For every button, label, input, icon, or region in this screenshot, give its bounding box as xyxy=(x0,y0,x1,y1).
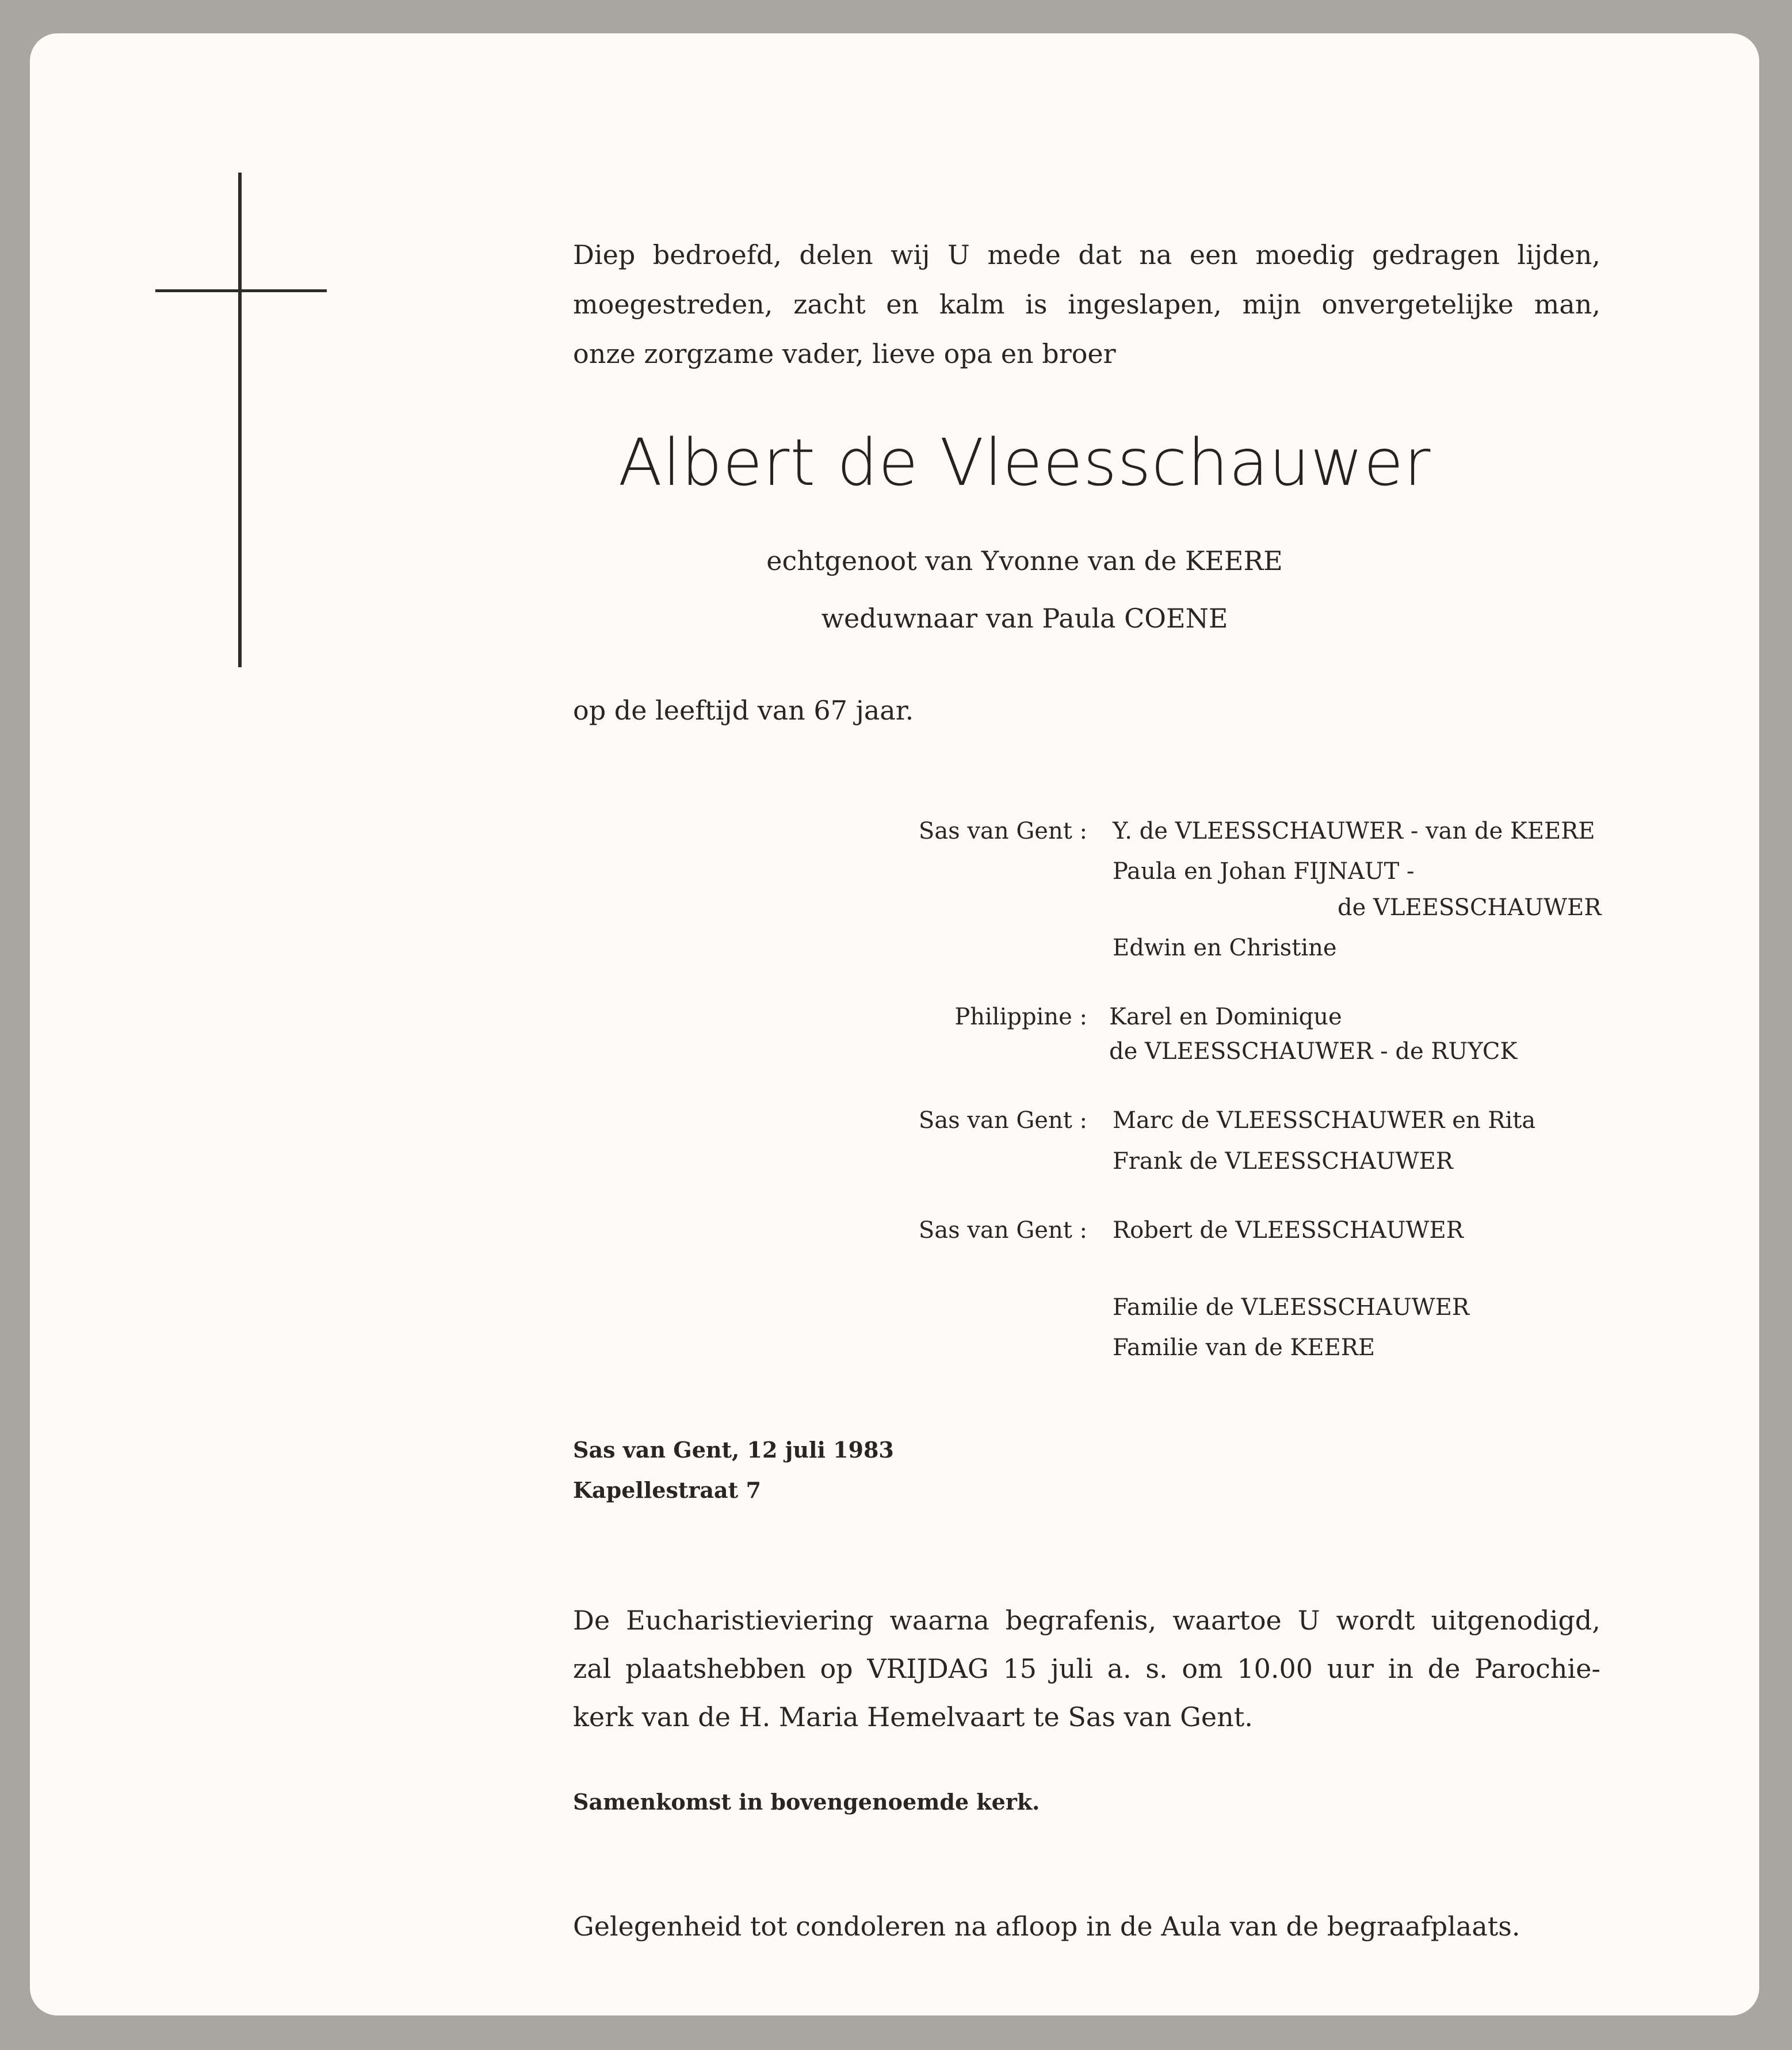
spouse-line: echtgenoot van Yvonne van de KEERE xyxy=(766,545,1283,576)
family-name: Edwin en Christine xyxy=(1113,935,1337,961)
family-name: Familie van de KEERE xyxy=(1113,1334,1375,1361)
intro-paragraph xyxy=(573,230,1600,378)
condolences-note: Gelegenheid tot condoleren na afloop in de Aula van de begraafplaats. xyxy=(573,1911,1520,1942)
family-name: Paula en Johan FIJNAUT - xyxy=(1113,858,1415,885)
date-line: Sas van Gent, 12 juli 1983 xyxy=(573,1437,894,1463)
family-name: Frank de VLEESSCHAUWER xyxy=(1113,1148,1453,1175)
widower-line: weduwnaar van Paula COENE xyxy=(821,603,1228,634)
family-name: Robert de VLEESSCHAUWER xyxy=(1113,1217,1464,1244)
intro-line: moegestreden, zacht en kalm is ingeslapen, mijn onvergetelijke man, xyxy=(573,289,1600,320)
service-line: kerk van de H. Maria Hemelvaart te Sas van Gent. xyxy=(573,1701,1253,1732)
deceased-name: Albert de Vleesschauwer xyxy=(618,426,1431,500)
family-name: Karel en Dominique xyxy=(1109,1004,1342,1030)
service-line: De Eucharistieviering waarna begrafenis, waartoe U wordt uitgenodigd, xyxy=(573,1605,1600,1636)
address-street: Kapellestraat 7 xyxy=(573,1477,761,1503)
age-line: op de leeftijd van 67 jaar. xyxy=(573,695,914,726)
family-name: de VLEESSCHAUWER - de RUYCK xyxy=(1109,1038,1518,1065)
family-name: Y. de VLEESSCHAUWER - van de KEERE xyxy=(1113,818,1595,844)
service-line: zal plaatshebben op VRIJDAG 15 juli a. s. om 10.00 uur in de Parochie- xyxy=(573,1653,1600,1684)
family-name: de VLEESSCHAUWER xyxy=(1338,894,1602,921)
gathering-note: Samenkomst in bovengenoemde kerk. xyxy=(573,1789,1040,1815)
intro-line: Diep bedroefd, delen wij U mede dat na een moedig gedragen lijden, xyxy=(573,239,1600,270)
family-place: Sas van Gent : xyxy=(918,1217,1087,1244)
cross-icon xyxy=(238,173,242,667)
family-name: Familie de VLEESSCHAUWER xyxy=(1113,1294,1470,1321)
family-name: Marc de VLEESSCHAUWER en Rita xyxy=(1113,1107,1536,1134)
family-place: Philippine : xyxy=(954,1004,1087,1030)
cross-icon-bar xyxy=(155,289,327,292)
family-place: Sas van Gent : xyxy=(918,1107,1087,1134)
family-place: Sas van Gent : xyxy=(918,818,1087,844)
service-paragraph xyxy=(573,1596,1600,1741)
intro-line: onze zorgzame vader, lieve opa en broer xyxy=(573,338,1116,369)
